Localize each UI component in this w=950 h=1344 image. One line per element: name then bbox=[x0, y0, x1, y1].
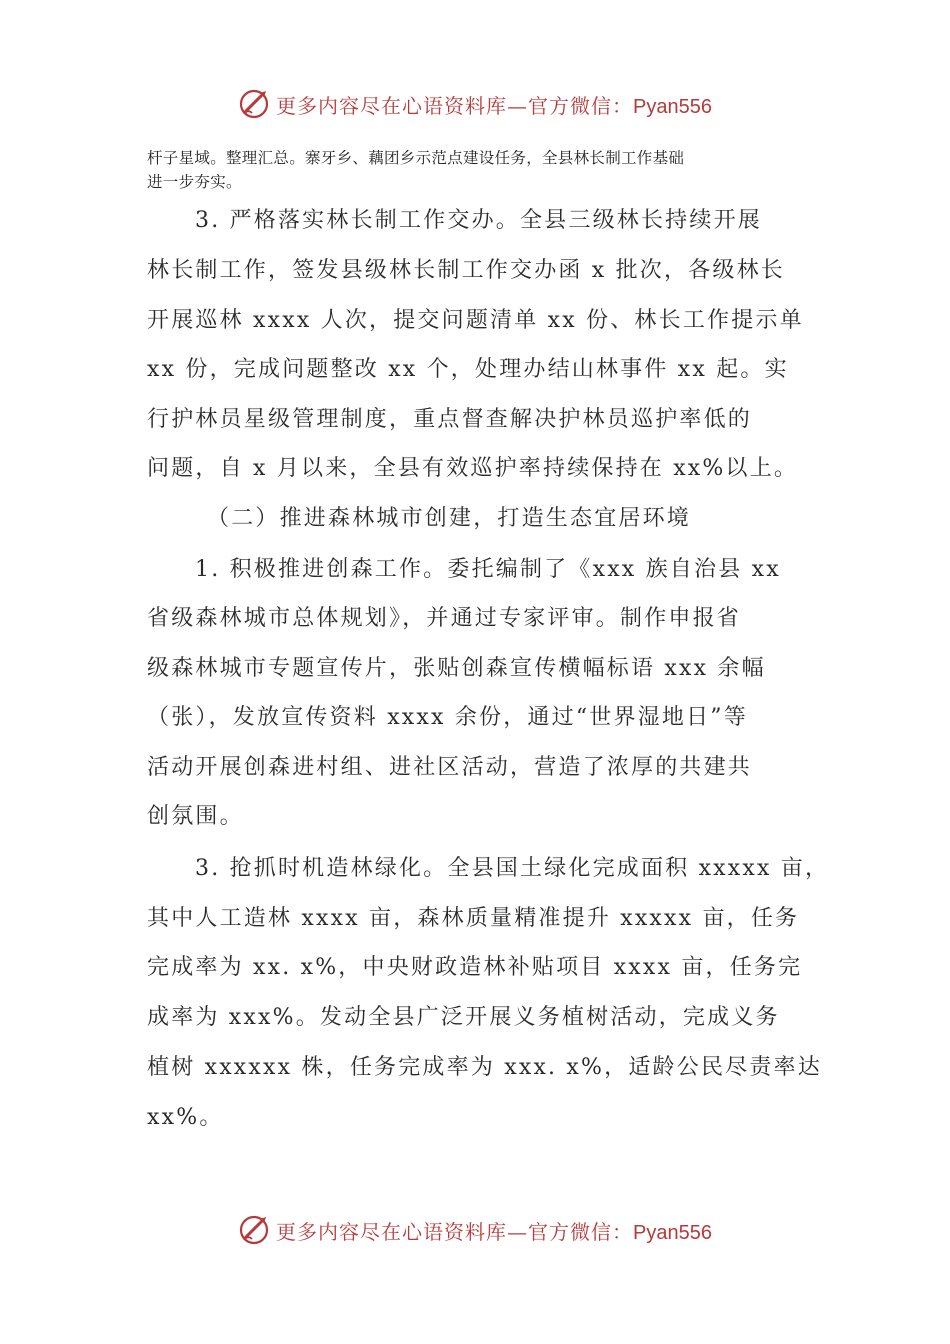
text-line: 杆子星域。整理汇总。寨牙乡、藕团乡示范点建设任务，全县林长制工作基础 bbox=[147, 149, 685, 167]
banner-text bbox=[276, 1216, 712, 1245]
header-banner bbox=[0, 84, 950, 124]
section-heading: 1. 积极推进创森工作。委托编制了《xxx 族自治县 xx bbox=[195, 557, 781, 582]
text-line: 活动开展创森进村组、进社区活动，营造了浓厚的共建共 bbox=[147, 755, 753, 780]
banner-text bbox=[276, 90, 712, 119]
text-line: 林长制工作，签发县级林长制工作交办函 x 批次，各级林长 bbox=[147, 258, 785, 283]
text-line: 省级森林城市总体规划》，并通过专家评审。制作申报省 bbox=[147, 606, 742, 631]
text-line: 植树 xxxxxx 株，任务完成率为 xxx. x%，适龄公民尽责率达 bbox=[147, 1055, 822, 1080]
banner-wechat-id: Pyan556 bbox=[633, 95, 712, 118]
banner-text-main: 更多内容尽在心语资料库—官方微信： bbox=[276, 1219, 634, 1244]
text-line: 进一步夯实。 bbox=[147, 173, 242, 191]
section-heading: 3. 抢抓时机造林绿化。全县国土绿化完成面积 xxxxx 亩， bbox=[195, 856, 830, 881]
text-line: 开展巡林 xxxx 人次，提交问题清单 xx 份、林长工作提示单 bbox=[147, 308, 804, 333]
text-line: 创氛围。 bbox=[147, 804, 244, 829]
subsection-heading: （二）推进森林城市创建，打造生态宜居环境 bbox=[207, 506, 692, 531]
text-line: 完成率为 xx. x%，中央财政造林补贴项目 xxxx 亩，任务完 bbox=[147, 955, 803, 980]
footer-banner bbox=[0, 1210, 950, 1250]
text-line: xx%。 bbox=[147, 1105, 224, 1130]
pen-logo-icon bbox=[238, 1213, 272, 1247]
text-line: 级森林城市专题宣传片，张贴创森宣传横幅标语 xxx 余幅 bbox=[147, 656, 766, 681]
banner-wechat-id: Pyan556 bbox=[633, 1221, 712, 1244]
section-heading: 3. 严格落实林长制工作交办。全县三级林长持续开展 bbox=[195, 208, 762, 233]
text-line: 行护林员星级管理制度，重点督查解决护林员巡护率低的 bbox=[147, 407, 753, 432]
banner-text-main: 更多内容尽在心语资料库—官方微信： bbox=[276, 93, 634, 118]
text-line: （张），发放宣传资料 xxxx 余份，通过“世界湿地日”等 bbox=[147, 705, 748, 730]
text-line: xx 份，完成问题整改 xx 个，处理办结山林事件 xx 起。实 bbox=[147, 357, 789, 382]
text-line: 其中人工造林 xxxx 亩，森林质量精准提升 xxxxx 亩，任务 bbox=[147, 906, 800, 931]
text-line: 成率为 xxx%。发动全县广泛开展义务植树活动，完成义务 bbox=[147, 1005, 780, 1030]
text-line: 问题，自 x 月以来，全县有效巡护率持续保持在 xx%以上。 bbox=[147, 456, 799, 481]
pen-logo-icon bbox=[238, 87, 272, 121]
